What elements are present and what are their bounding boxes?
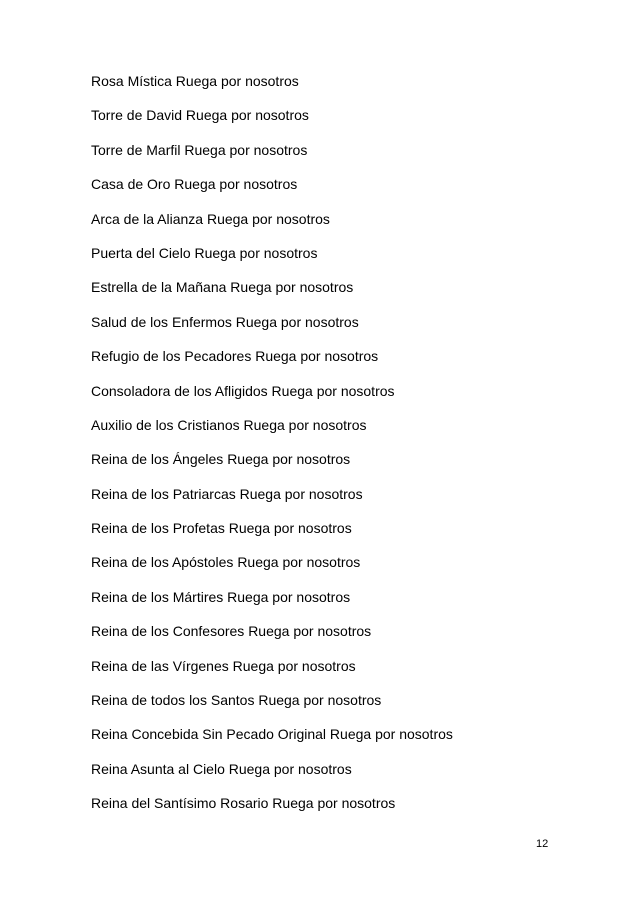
litany-line: Reina de todos los Santos Ruega por nosotros xyxy=(91,692,382,709)
litany-line: Casa de Oro Ruega por nosotros xyxy=(91,176,298,193)
litany-line: Arca de la Alianza Ruega por nosotros xyxy=(91,210,330,227)
litany-line: Rosa Mística Ruega por nosotros xyxy=(91,73,299,89)
litany-line: Torre de David Ruega por nosotros xyxy=(91,107,309,124)
litany-line: Salud de los Enfermos Ruega por nosotros xyxy=(91,313,359,330)
litany-line: Reina de los Ángeles Ruega por nosotros xyxy=(91,451,351,468)
litany-line: Reina de los Mártires Ruega por nosotros xyxy=(91,588,351,605)
litany-line: Torre de Marfil Ruega por nosotros xyxy=(91,141,308,158)
litany-line: Reina Asunta al Cielo Ruega por nosotros xyxy=(91,760,352,777)
litany-list xyxy=(91,73,453,830)
litany-line: Reina Concebida Sin Pecado Original Ruega por nosotros xyxy=(91,726,453,743)
litany-line: Reina de las Vírgenes Ruega por nosotros xyxy=(91,657,356,674)
page-number: 12 xyxy=(536,838,549,850)
litany-line: Reina de los Patriarcas Ruega por nosotros xyxy=(91,485,363,502)
litany-line: Puerta del Cielo Ruega por nosotros xyxy=(91,244,318,261)
litany-line: Auxilio de los Cristianos Ruega por nosotros xyxy=(91,416,367,433)
litany-line: Refugio de los Pecadores Ruega por nosotros xyxy=(91,348,379,365)
litany-line: Estrella de la Mañana Ruega por nosotros xyxy=(91,279,354,296)
litany-line: Consoladora de los Afligidos Ruega por nosotros xyxy=(91,382,395,399)
litany-line: Reina de los Confesores Ruega por nosotros xyxy=(91,623,372,640)
litany-line: Reina de los Apóstoles Ruega por nosotros xyxy=(91,554,361,571)
litany-line: Reina del Santísimo Rosario Ruega por nosotros xyxy=(91,795,396,812)
litany-line: Reina de los Profetas Ruega por nosotros xyxy=(91,520,352,537)
